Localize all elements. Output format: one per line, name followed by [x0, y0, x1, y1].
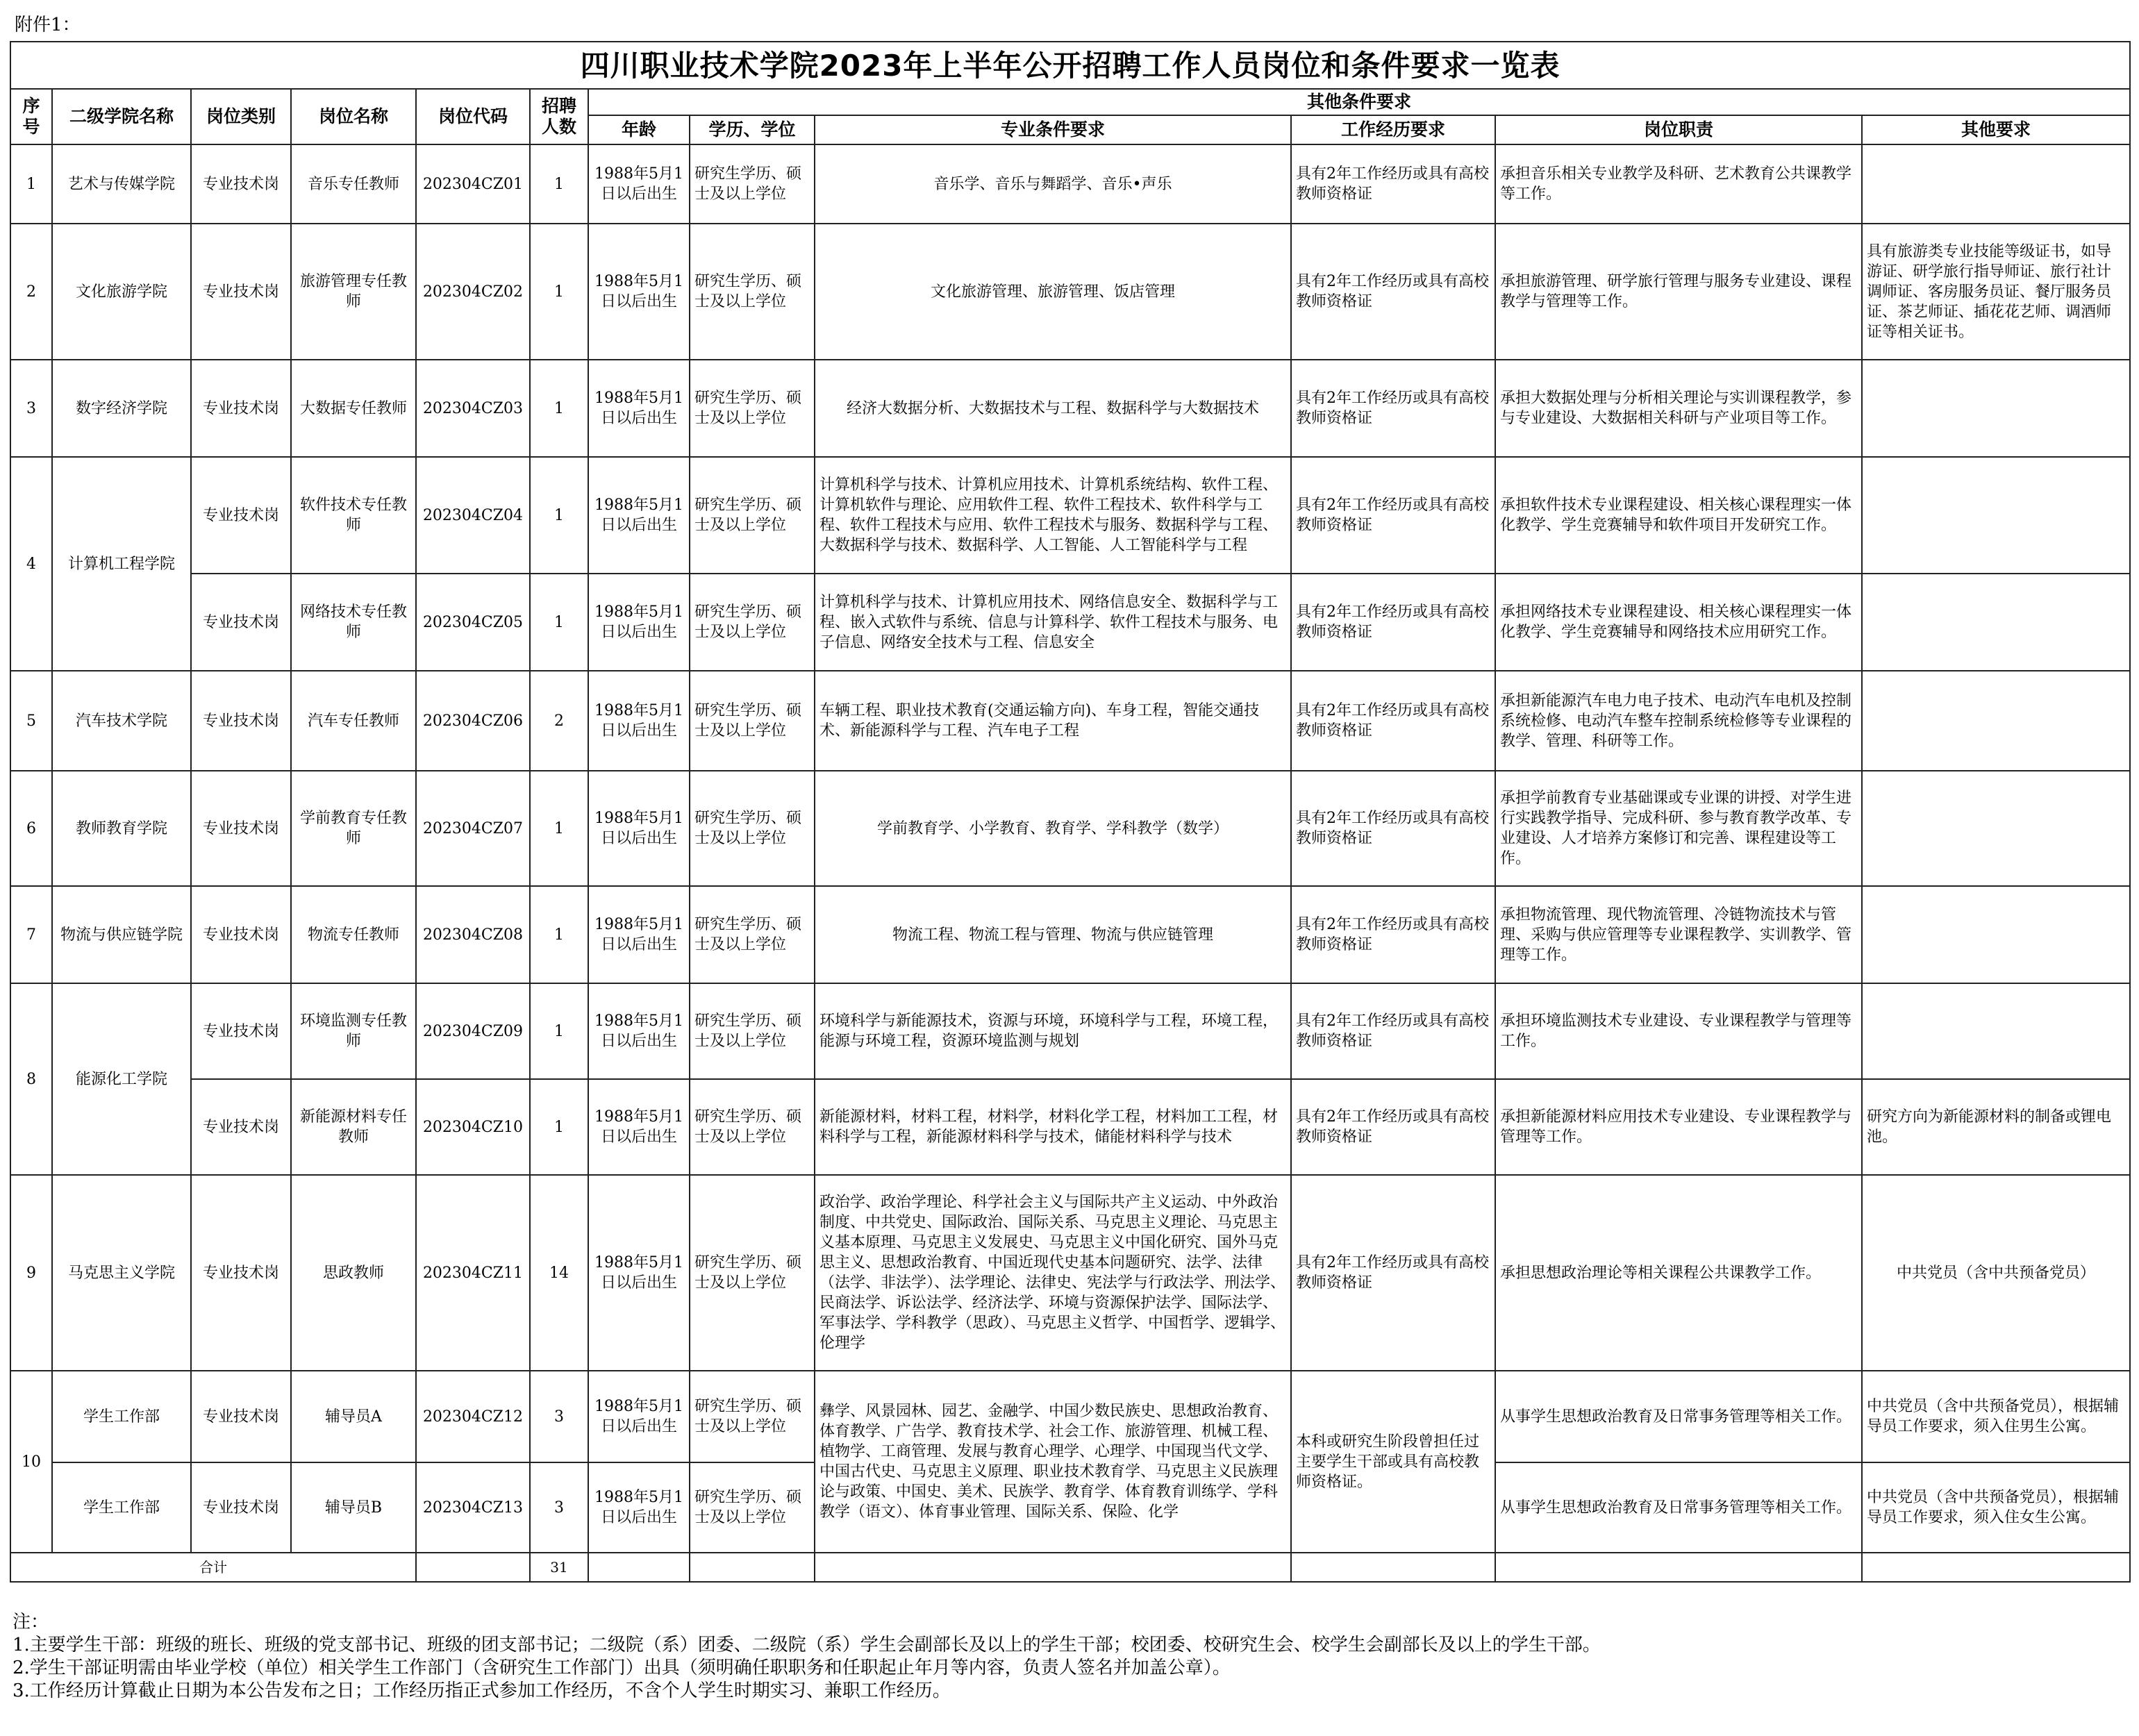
cell-duty: 承担环境监测技术专业建设、专业课程教学与管理等工作。: [1495, 983, 1862, 1079]
table-row: [10, 360, 2130, 457]
cell-edu: 研究生学历、硕士及以上学位: [690, 144, 815, 224]
cell-seq: 2: [10, 224, 52, 360]
cell-code: 202304CZ01: [416, 144, 530, 224]
cell-count: 1: [530, 771, 588, 886]
cell-code: 202304CZ08: [416, 886, 530, 983]
cell-count: 1: [530, 360, 588, 457]
attachment-label: 附件1：: [10, 10, 2130, 42]
cell-code: 202304CZ10: [416, 1079, 530, 1175]
cell-edu: 研究生学历、硕士及以上学位: [690, 1371, 815, 1462]
cell-age: 1988年5月1日以后出生: [588, 574, 690, 671]
cell-duty: 承担音乐相关专业教学及科研、艺术教育公共课教学等工作。: [1495, 144, 1862, 224]
table-row: [10, 671, 2130, 771]
table-row: [10, 457, 2130, 574]
cell-exp: 具有2年工作经历或具有高校教师资格证: [1291, 671, 1495, 771]
header-code: 岗位代码: [416, 89, 530, 144]
table-row: [10, 224, 2130, 360]
total-empty: [1495, 1553, 1862, 1582]
cell-edu: 研究生学历、硕士及以上学位: [690, 1462, 815, 1553]
header-college: 二级学院名称: [52, 89, 191, 144]
cell-college: 能源化工学院: [52, 983, 191, 1175]
cell-edu: 研究生学历、硕士及以上学位: [690, 574, 815, 671]
cell-exp: 具有2年工作经历或具有高校教师资格证: [1291, 771, 1495, 886]
cell-category: 专业技术岗: [191, 360, 291, 457]
table-row: [10, 144, 2130, 224]
cell-college: 艺术与传媒学院: [52, 144, 191, 224]
cell-code: 202304CZ06: [416, 671, 530, 771]
cell-code: 202304CZ05: [416, 574, 530, 671]
cell-exp: 具有2年工作经历或具有高校教师资格证: [1291, 360, 1495, 457]
cell-age: 1988年5月1日以后出生: [588, 1175, 690, 1371]
cell-edu: 研究生学历、硕士及以上学位: [690, 224, 815, 360]
cell-age: 1988年5月1日以后出生: [588, 144, 690, 224]
cell-age: 1988年5月1日以后出生: [588, 1371, 690, 1462]
cell-exp: 具有2年工作经历或具有高校教师资格证: [1291, 1079, 1495, 1175]
cell-code: 202304CZ11: [416, 1175, 530, 1371]
total-empty-code: [416, 1553, 530, 1582]
cell-seq: 5: [10, 671, 52, 771]
cell-seq: 9: [10, 1175, 52, 1371]
cell-count: 14: [530, 1175, 588, 1371]
cell-edu: 研究生学历、硕士及以上学位: [690, 360, 815, 457]
note-item: 3.工作经历计算截止日期为本公告发布之日；工作经历指正式参加工作经历，不含个人学生时期实习、兼职工作经历。: [13, 1680, 951, 1701]
cell-count: 2: [530, 671, 588, 771]
total-empty: [1291, 1553, 1495, 1582]
cell-other: [1862, 771, 2130, 886]
note-item: 2.学生干部证明需由毕业学校（单位）相关学生工作部门（含研究生工作部门）出具（须明确任职职务和任职起止年月等内容，负责人签名并加盖公章）。: [13, 1658, 1231, 1678]
cell-code: 202304CZ04: [416, 457, 530, 574]
header-other-group: 其他条件要求: [588, 89, 2130, 115]
cell-age: 1988年5月1日以后出生: [588, 886, 690, 983]
cell-other: [1862, 457, 2130, 574]
cell-other: [1862, 886, 2130, 983]
cell-duty: 承担网络技术专业课程建设、相关核心课程理实一体化教学、学生竞赛辅导和网络技术应用研究工作。: [1495, 574, 1862, 671]
cell-code: 202304CZ12: [416, 1371, 530, 1462]
cell-category: 专业技术岗: [191, 771, 291, 886]
cell-edu: 研究生学历、硕士及以上学位: [690, 1079, 815, 1175]
cell-position: 软件技术专任教师: [291, 457, 416, 574]
cell-college: 文化旅游学院: [52, 224, 191, 360]
cell-code: 202304CZ13: [416, 1462, 530, 1553]
cell-position: 汽车专任教师: [291, 671, 416, 771]
cell-college: 学生工作部: [52, 1371, 191, 1462]
cell-position: 辅导员B: [291, 1462, 416, 1553]
cell-category: 专业技术岗: [191, 224, 291, 360]
cell-position: 旅游管理专任教师: [291, 224, 416, 360]
total-row: [10, 1553, 2130, 1582]
cell-code: 202304CZ03: [416, 360, 530, 457]
cell-college: 汽车技术学院: [52, 671, 191, 771]
notes: [13, 1611, 1601, 1703]
cell-seq: 7: [10, 886, 52, 983]
cell-seq: 1: [10, 144, 52, 224]
cell-category: 专业技术岗: [191, 1079, 291, 1175]
table-row: [10, 1079, 2130, 1175]
cell-edu: 研究生学历、硕士及以上学位: [690, 983, 815, 1079]
cell-code: 202304CZ09: [416, 983, 530, 1079]
cell-position: 大数据专任教师: [291, 360, 416, 457]
cell-exp: 具有2年工作经历或具有高校教师资格证: [1291, 224, 1495, 360]
cell-major: 经济大数据分析、大数据技术与工程、数据科学与大数据技术: [815, 360, 1291, 457]
header-position: 岗位名称: [291, 89, 416, 144]
cell-major: 环境科学与新能源技术，资源与环境，环境科学与工程，环境工程，能源与环境工程，资源环境监测与规划: [815, 983, 1291, 1079]
header-exp: 工作经历要求: [1291, 115, 1495, 144]
cell-major: 学前教育学、小学教育、教育学、学科教学（数学）: [815, 771, 1291, 886]
header-count: 招聘人数: [530, 89, 588, 144]
header-edu: 学历、学位: [690, 115, 815, 144]
cell-major: 文化旅游管理、旅游管理、饭店管理: [815, 224, 1291, 360]
cell-college: 数字经济学院: [52, 360, 191, 457]
note-item: 1.主要学生干部：班级的班长、班级的党支部书记、班级的团支部书记；二级院（系）团委、二级院（系）学生会副部长及以上的学生干部；校团委、校研究生会、校学生会副部长及以上的学生干部。: [13, 1635, 1601, 1655]
total-empty: [815, 1553, 1291, 1582]
table-row: [10, 574, 2130, 671]
cell-category: 专业技术岗: [191, 1175, 291, 1371]
cell-other: 中共党员（含中共预备党员），根据辅导员工作要求，须入住男生公寓。: [1862, 1371, 2130, 1462]
cell-college: 学生工作部: [52, 1462, 191, 1553]
table-row: [10, 1175, 2130, 1371]
cell-category: 专业技术岗: [191, 1371, 291, 1462]
cell-exp: 具有2年工作经历或具有高校教师资格证: [1291, 983, 1495, 1079]
cell-category: 专业技术岗: [191, 983, 291, 1079]
header-other: 其他要求: [1862, 115, 2130, 144]
total-empty: [1862, 1553, 2130, 1582]
recruitment-table: [10, 10, 2131, 1583]
cell-college: 计算机工程学院: [52, 457, 191, 671]
cell-other: 具有旅游类专业技能等级证书，如导游证、研学旅行指导师证、旅行社计调师证、客房服务员证、餐厅服务员证、茶艺师证、插花花艺师、调酒师证等相关证书。: [1862, 224, 2130, 360]
cell-position: 音乐专任教师: [291, 144, 416, 224]
cell-position: 物流专任教师: [291, 886, 416, 983]
cell-major: 物流工程、物流工程与管理、物流与供应链管理: [815, 886, 1291, 983]
table-row: [10, 983, 2130, 1079]
cell-major: 车辆工程、职业技术教育(交通运输方向)、车身工程，智能交通技术、新能源科学与工程、汽车电子工程: [815, 671, 1291, 771]
cell-seq: 10: [10, 1371, 52, 1553]
cell-other: [1862, 671, 2130, 771]
cell-age: 1988年5月1日以后出生: [588, 1462, 690, 1553]
cell-age: 1988年5月1日以后出生: [588, 983, 690, 1079]
cell-duty: 承担旅游管理、研学旅行管理与服务专业建设、课程教学与管理等工作。: [1495, 224, 1862, 360]
cell-position: 新能源材料专任教师: [291, 1079, 416, 1175]
header-seq: 序号: [10, 89, 52, 144]
header-category: 岗位类别: [191, 89, 291, 144]
cell-age: 1988年5月1日以后出生: [588, 360, 690, 457]
cell-exp: 具有2年工作经历或具有高校教师资格证: [1291, 144, 1495, 224]
cell-duty: 承担大数据处理与分析相关理论与实训课程教学，参与专业建设、大数据相关科研与产业项目等工作。: [1495, 360, 1862, 457]
cell-position: 辅导员A: [291, 1371, 416, 1462]
cell-exp: 具有2年工作经历或具有高校教师资格证: [1291, 1175, 1495, 1371]
cell-college: 教师教育学院: [52, 771, 191, 886]
recruitment-sheet: [10, 10, 2131, 1583]
cell-duty: 承担新能源汽车电力电子技术、电动汽车电机及控制系统检修、电动汽车整车控制系统检修等专业课程的教学、管理、科研等工作。: [1495, 671, 1862, 771]
cell-exp: 本科或研究生阶段曾担任过主要学生干部或具有高校教师资格证。: [1291, 1371, 1495, 1553]
cell-count: 1: [530, 1079, 588, 1175]
cell-exp: 具有2年工作经历或具有高校教师资格证: [1291, 457, 1495, 574]
cell-edu: 研究生学历、硕士及以上学位: [690, 771, 815, 886]
cell-age: 1988年5月1日以后出生: [588, 671, 690, 771]
cell-count: 3: [530, 1462, 588, 1553]
cell-other: [1862, 144, 2130, 224]
cell-position: 学前教育专任教师: [291, 771, 416, 886]
cell-exp: 具有2年工作经历或具有高校教师资格证: [1291, 574, 1495, 671]
cell-count: 3: [530, 1371, 588, 1462]
cell-major: 新能源材料，材料工程，材料学，材料化学工程，材料加工工程，材料科学与工程，新能源材料科学与技术，储能材料科学与技术: [815, 1079, 1291, 1175]
cell-position: 网络技术专任教师: [291, 574, 416, 671]
cell-age: 1988年5月1日以后出生: [588, 224, 690, 360]
cell-major: 音乐学、音乐与舞蹈学、音乐•声乐: [815, 144, 1291, 224]
cell-other: [1862, 983, 2130, 1079]
header-age: 年龄: [588, 115, 690, 144]
total-count: 31: [530, 1553, 588, 1582]
cell-edu: 研究生学历、硕士及以上学位: [690, 1175, 815, 1371]
cell-other: [1862, 360, 2130, 457]
table-row: [10, 1371, 2130, 1462]
cell-count: 1: [530, 574, 588, 671]
cell-category: 专业技术岗: [191, 671, 291, 771]
cell-major: 彝学、风景园林、园艺、金融学、中国少数民族史、思想政治教育、体育教学、广告学、教育技术学、社会工作、旅游管理、机械工程、植物学、工商管理、发展与教育心理学、心理学、中国现当代文学、中国古代史、马克思主义原理、职业技术教育学、马克思主义民族理论与政策、中国史、美术、民族学、教育学、体育教育训练学、学科教学（语文）、体育事业管理、国际关系、保险、化学: [815, 1371, 1291, 1553]
cell-duty: 从事学生思想政治教育及日常事务管理等相关工作。: [1495, 1371, 1862, 1462]
page-title: 四川职业技术学院2023年上半年公开招聘工作人员岗位和条件要求一览表: [10, 42, 2130, 89]
total-empty: [588, 1553, 690, 1582]
cell-seq: 4: [10, 457, 52, 671]
cell-count: 1: [530, 983, 588, 1079]
cell-other: 研究方向为新能源材料的制备或锂电池。: [1862, 1079, 2130, 1175]
total-label: 合计: [10, 1553, 416, 1582]
cell-category: 专业技术岗: [191, 574, 291, 671]
cell-other: 中共党员（含中共预备党员），根据辅导员工作要求，须入住女生公寓。: [1862, 1462, 2130, 1553]
cell-code: 202304CZ02: [416, 224, 530, 360]
notes-heading: 注：: [13, 1612, 49, 1633]
header-duty: 岗位职责: [1495, 115, 1862, 144]
cell-age: 1988年5月1日以后出生: [588, 771, 690, 886]
cell-college: 马克思主义学院: [52, 1175, 191, 1371]
cell-seq: 3: [10, 360, 52, 457]
cell-other: 中共党员（含中共预备党员）: [1862, 1175, 2130, 1371]
cell-count: 1: [530, 144, 588, 224]
cell-duty: 从事学生思想政治教育及日常事务管理等相关工作。: [1495, 1462, 1862, 1553]
cell-major: 政治学、政治学理论、科学社会主义与国际共产主义运动、中外政治制度、中共党史、国际政治、国际关系、马克思主义理论、马克思主义基本原理、马克思主义发展史、马克思主义中国化研究、国外马克思主义、思想政治教育、中国近现代史基本问题研究、法学、法律（法学、非法学）、法学理论、法律史、宪法学与行政法学、刑法学、民商法学、诉讼法学、经济法学、环境与资源保护法学、国际法学、军事法学、学科教学（思政）、马克思主义哲学、中国哲学、逻辑学、伦理学: [815, 1175, 1291, 1371]
cell-duty: 承担物流管理、现代物流管理、冷链物流技术与管理、采购与供应管理等专业课程教学、实训教学、管理等工作。: [1495, 886, 1862, 983]
cell-count: 1: [530, 886, 588, 983]
cell-seq: 6: [10, 771, 52, 886]
cell-category: 专业技术岗: [191, 886, 291, 983]
cell-other: [1862, 574, 2130, 671]
header-major: 专业条件要求: [815, 115, 1291, 144]
cell-edu: 研究生学历、硕士及以上学位: [690, 886, 815, 983]
cell-position: 思政教师: [291, 1175, 416, 1371]
cell-age: 1988年5月1日以后出生: [588, 1079, 690, 1175]
cell-duty: 承担软件技术专业课程建设、相关核心课程理实一体化教学、学生竞赛辅导和软件项目开发研究工作。: [1495, 457, 1862, 574]
cell-category: 专业技术岗: [191, 457, 291, 574]
cell-code: 202304CZ07: [416, 771, 530, 886]
cell-major: 计算机科学与技术、计算机应用技术、网络信息安全、数据科学与工程、嵌入式软件与系统、信息与计算科学、软件工程技术与服务、电子信息、网络安全技术与工程、信息安全: [815, 574, 1291, 671]
cell-major: 计算机科学与技术、计算机应用技术、计算机系统结构、软件工程、计算机软件与理论、应用软件工程、软件工程技术、软件科学与工程、软件工程技术与应用、软件工程技术与服务、数据科学与工程、大数据科学与技术、数据科学、人工智能、人工智能科学与工程: [815, 457, 1291, 574]
cell-category: 专业技术岗: [191, 144, 291, 224]
cell-edu: 研究生学历、硕士及以上学位: [690, 671, 815, 771]
cell-exp: 具有2年工作经历或具有高校教师资格证: [1291, 886, 1495, 983]
cell-duty: 承担新能源材料应用技术专业建设、专业课程教学与管理等工作。: [1495, 1079, 1862, 1175]
cell-age: 1988年5月1日以后出生: [588, 457, 690, 574]
cell-category: 专业技术岗: [191, 1462, 291, 1553]
table-row: [10, 771, 2130, 886]
cell-seq: 8: [10, 983, 52, 1175]
cell-position: 环境监测专任教师: [291, 983, 416, 1079]
cell-edu: 研究生学历、硕士及以上学位: [690, 457, 815, 574]
table-row: [10, 886, 2130, 983]
cell-count: 1: [530, 457, 588, 574]
cell-college: 物流与供应链学院: [52, 886, 191, 983]
cell-duty: 承担思想政治理论等相关课程公共课教学工作。: [1495, 1175, 1862, 1371]
total-empty: [690, 1553, 815, 1582]
cell-count: 1: [530, 224, 588, 360]
cell-duty: 承担学前教育专业基础课或专业课的讲授、对学生进行实践教学指导、完成科研、参与教育教学改革、专业建设、人才培养方案修订和完善、课程建设等工作。: [1495, 771, 1862, 886]
